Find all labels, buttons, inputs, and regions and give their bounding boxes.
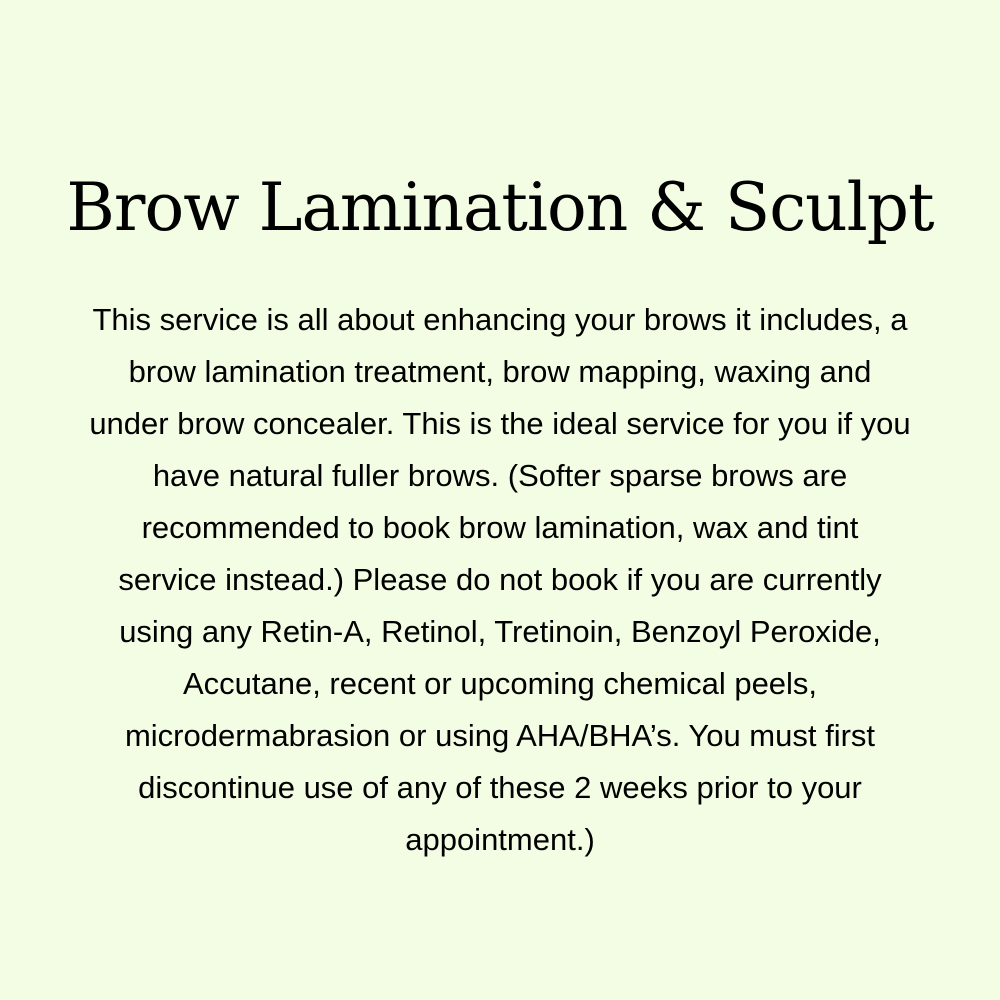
description-line: under brow concealer. This is the ideal service for you if you — [89, 406, 911, 441]
description-line: service instead.) Please do not book if you are currently — [118, 562, 882, 597]
description-line: have natural fuller brows. (Softer sparse brows are — [152, 458, 848, 493]
description-line: brow lamination treatment, brow mapping, waxing and — [128, 354, 872, 389]
description-line: microdermabrasion or using AHA/BHA’s. You must first — [124, 718, 876, 753]
description-line: This service is all about enhancing your brows it includes, a — [92, 302, 908, 337]
service-description — [40, 294, 960, 866]
service-title: Brow Lamination & Sculpt — [66, 169, 934, 246]
description-line: using any Retin-A, Retinol, Tretinoin, Benzoyl Peroxide, — [119, 614, 881, 649]
description-line: discontinue use of any of these 2 weeks prior to your — [138, 770, 862, 805]
description-line: appointment.) — [405, 822, 595, 857]
description-line: Accutane, recent or upcoming chemical peels, — [182, 666, 818, 701]
description-line: recommended to book brow lamination, wax and tint — [141, 510, 859, 545]
